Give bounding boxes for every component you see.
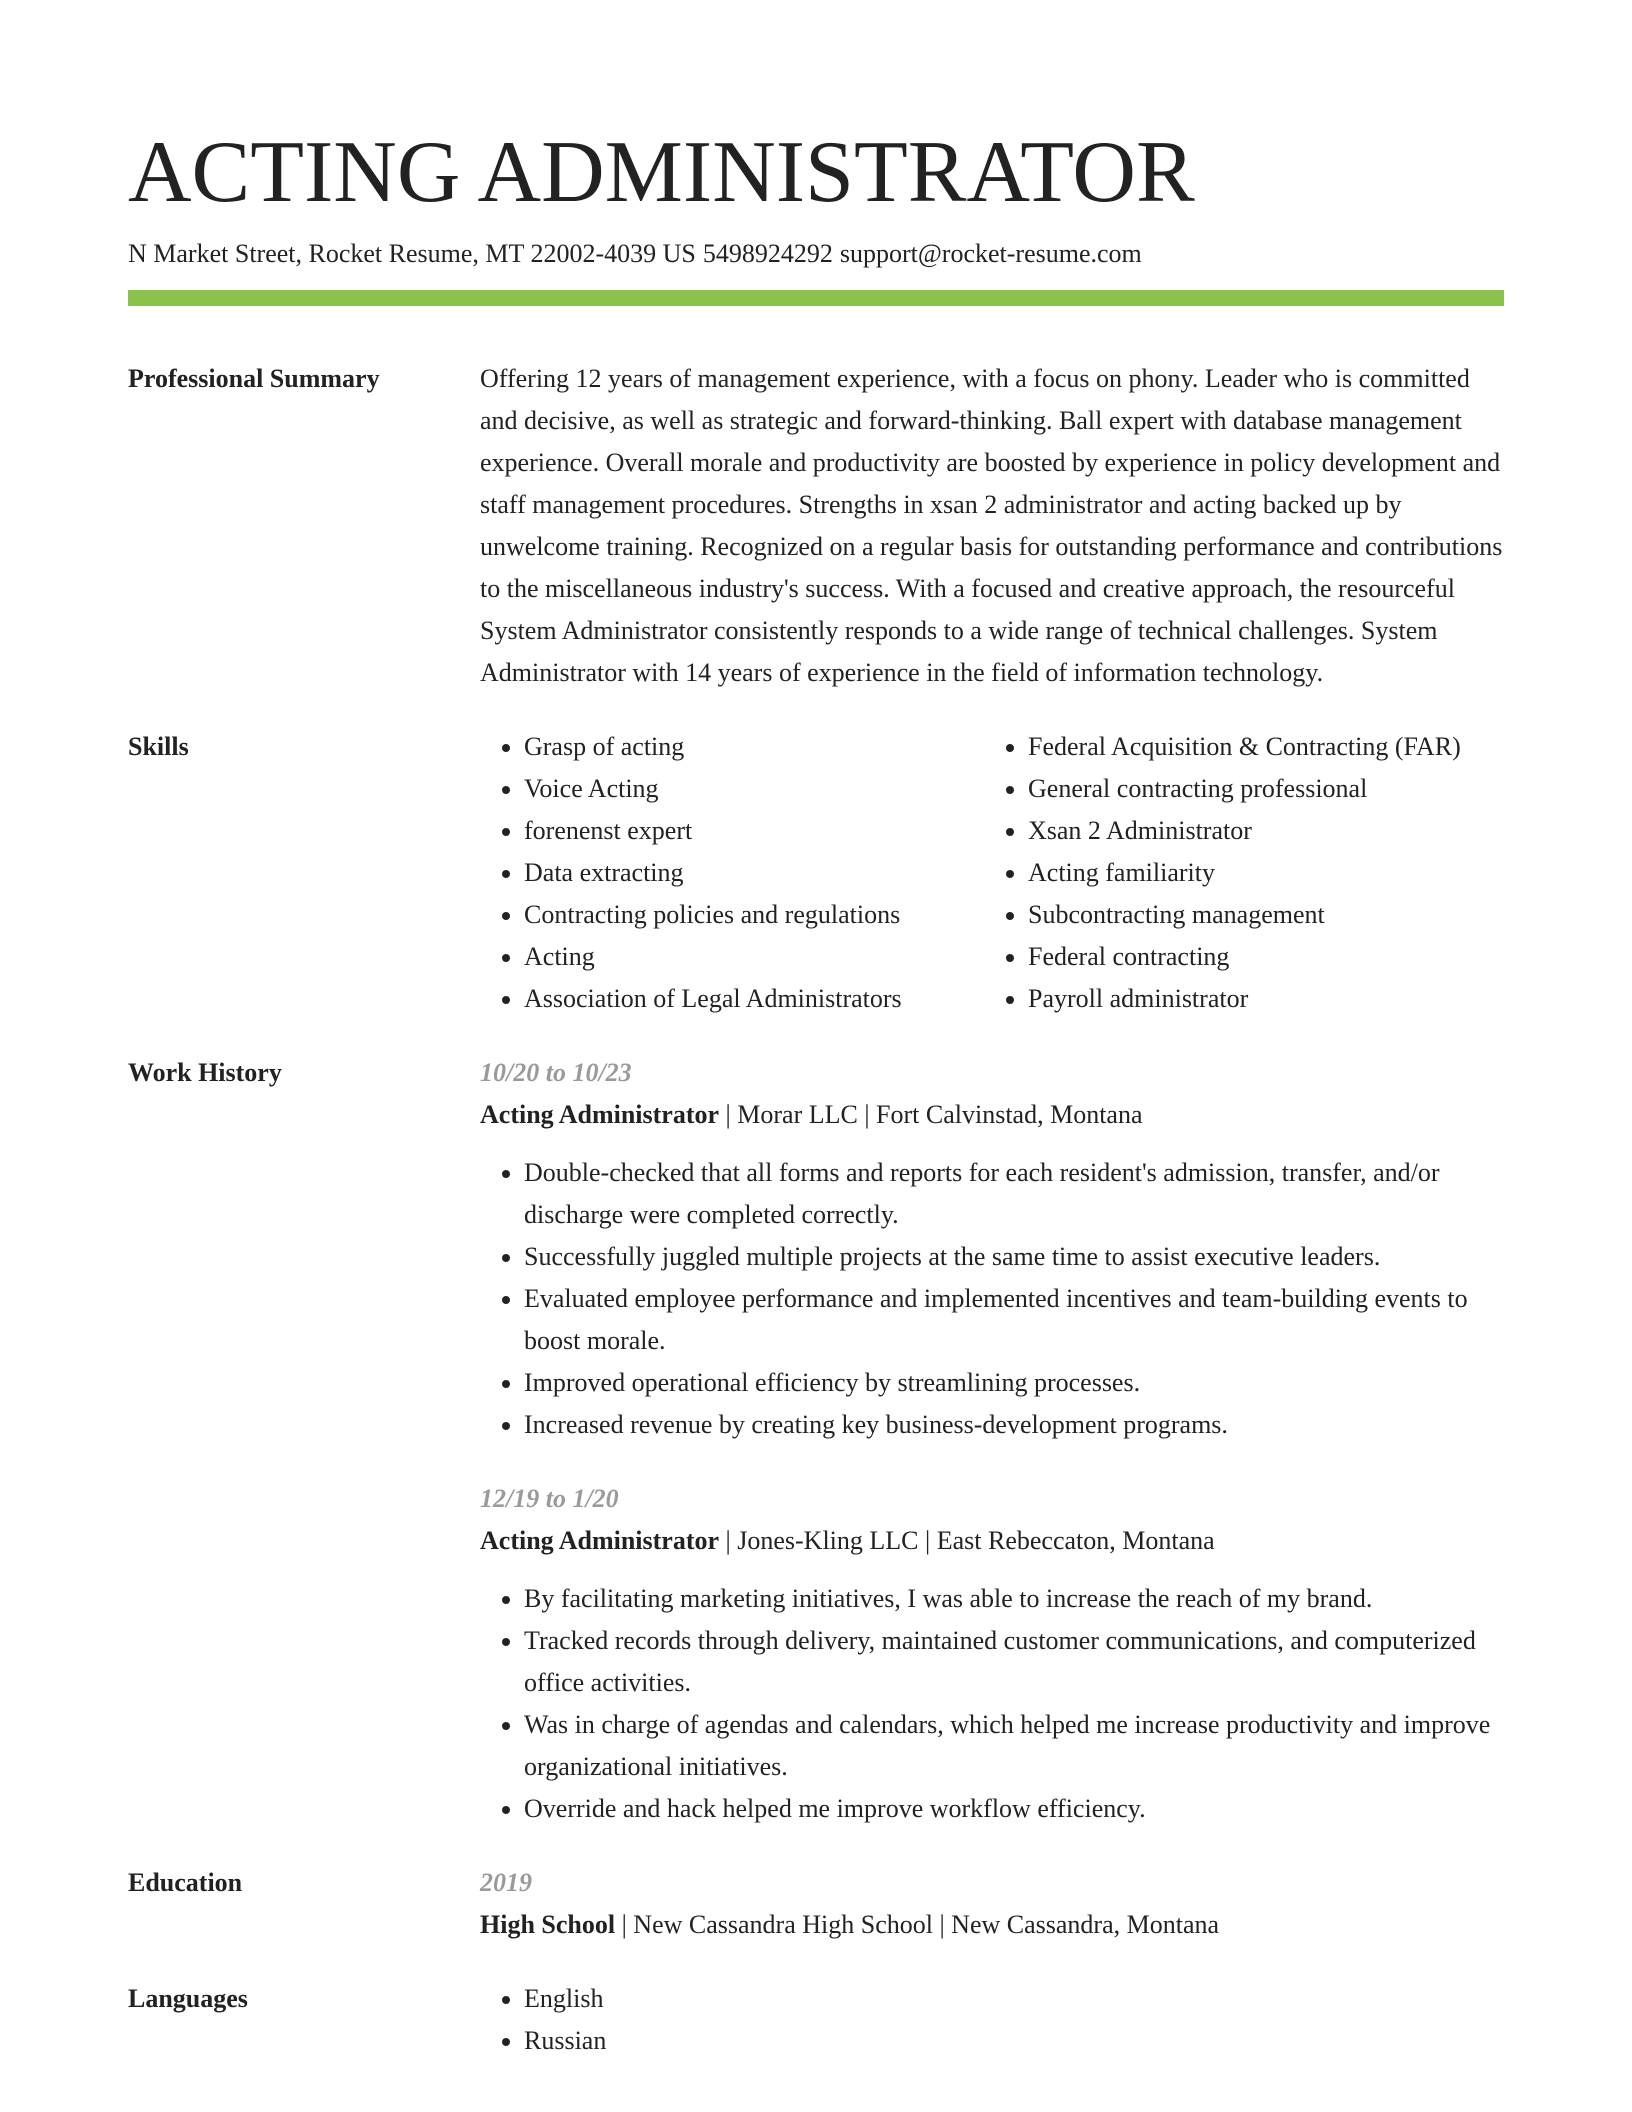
contact-line — [128, 236, 1504, 272]
skill-item: • Contracting policies and regulations — [524, 894, 984, 936]
job-dates: 10/20 to 10/23 — [480, 1058, 632, 1087]
job-bullets — [480, 1578, 1504, 1830]
job-title: Acting Administrator — [480, 1526, 720, 1555]
job-details: | Jones-Kling LLC | East Rebeccaton, Montana — [719, 1526, 1215, 1555]
job-bullets — [480, 1152, 1504, 1446]
job-title-line — [480, 1520, 1504, 1562]
language-item: • English — [524, 1978, 1504, 2020]
job-bullet: • Double-checked that all forms and reports for each resident's admission, transfer, and/or discharge were completed correctly. — [524, 1152, 1504, 1236]
skill-item: • Xsan 2 Administrator — [1028, 810, 1488, 852]
contact-address: N Market Street, Rocket Resume, MT 22002-4039 US — [128, 239, 696, 268]
skills-heading: Skills — [128, 732, 189, 761]
skill-item: • Acting — [524, 936, 984, 978]
education-line — [480, 1904, 1504, 1946]
skill-item: • Voice Acting — [524, 768, 984, 810]
job-bullet: • Was in charge of agendas and calendars, which helped me increase productivity and improve organizational initiatives. — [524, 1704, 1504, 1788]
education-year: 2019 — [480, 1868, 532, 1897]
summary-section — [128, 358, 1504, 694]
skill-item: • Data extracting — [524, 852, 984, 894]
skills-section — [128, 726, 1504, 1020]
summary-body — [480, 358, 1504, 694]
job-dates: 12/19 to 1/20 — [480, 1484, 619, 1513]
skills-list-left — [480, 726, 984, 1020]
skill-item: • Grasp of acting — [524, 726, 984, 768]
accent-divider — [128, 290, 1504, 306]
skill-item: • Payroll administrator — [1028, 978, 1488, 1020]
job-entry — [480, 1052, 1504, 1446]
languages-list — [480, 1978, 1504, 2062]
job-bullet: • Increased revenue by creating key business-development programs. — [524, 1404, 1504, 1446]
job-title: Acting Administrator — [480, 1100, 720, 1129]
skill-item: • Federal Acquisition & Contracting (FAR) — [1028, 726, 1488, 768]
resume-page — [128, 118, 1504, 2062]
summary-heading: Professional Summary — [128, 364, 380, 393]
languages-section — [128, 1978, 1504, 2062]
summary-text: Offering 12 years of management experience, with a focus on phony. Leader who is committed and decisive, as well as strategic and forward-thinking. Ball expert with database management experience. Overall morale and productivity are boosted by experience in policy development and staff management procedures. Strengths in xsan 2 administrator and acting backed up by unwelcome training. Recognized on a regular basis for outstanding performance and contributions to the miscellaneous industry's success. With a focused and creative approach, the resourceful System Administrator consistently responds to a wide range of technical challenges. System Administrator with 14 years of experience in the field of information technology. — [480, 364, 1503, 687]
languages-heading: Languages — [128, 1984, 248, 2013]
education-body — [480, 1862, 1504, 1946]
skill-item: • Subcontracting management — [1028, 894, 1488, 936]
resume-name: ACTING ADMINISTRATOR — [128, 124, 1195, 221]
skills-body — [480, 726, 1504, 1020]
job-title-line — [480, 1094, 1504, 1136]
job-bullet: • Improved operational efficiency by streamlining processes. — [524, 1362, 1504, 1404]
contact-email: support@rocket-resume.com — [839, 239, 1142, 268]
education-degree: High School — [480, 1910, 616, 1939]
skill-item: • Acting familiarity — [1028, 852, 1488, 894]
work-history-heading: Work History — [128, 1058, 282, 1087]
education-heading: Education — [128, 1868, 243, 1897]
languages-body — [480, 1978, 1504, 2062]
skill-item: • forenenst expert — [524, 810, 984, 852]
job-bullet: • By facilitating marketing initiatives, I was able to increase the reach of my brand. — [524, 1578, 1504, 1620]
skill-item: • Federal contracting — [1028, 936, 1488, 978]
contact-phone: 5498924292 — [702, 239, 833, 268]
education-details: | New Cassandra High School | New Cassandra, Montana — [615, 1910, 1220, 1939]
education-section — [128, 1862, 1504, 1946]
language-item: • Russian — [524, 2020, 1504, 2062]
job-bullet: • Override and hack helped me improve workflow efficiency. — [524, 1788, 1504, 1830]
skills-list-right — [984, 726, 1488, 1020]
work-history-body — [480, 1052, 1504, 1830]
skill-item: • General contracting professional — [1028, 768, 1488, 810]
job-bullet: • Successfully juggled multiple projects at the same time to assist executive leaders. — [524, 1236, 1504, 1278]
job-bullet: • Tracked records through delivery, maintained customer communications, and computerized office activities. — [524, 1620, 1504, 1704]
job-bullet: • Evaluated employee performance and implemented incentives and team-building events to boost morale. — [524, 1278, 1504, 1362]
skill-item: • Association of Legal Administrators — [524, 978, 984, 1020]
job-details: | Morar LLC | Fort Calvinstad, Montana — [719, 1100, 1143, 1129]
work-history-section — [128, 1052, 1504, 1830]
job-entry — [480, 1478, 1504, 1830]
